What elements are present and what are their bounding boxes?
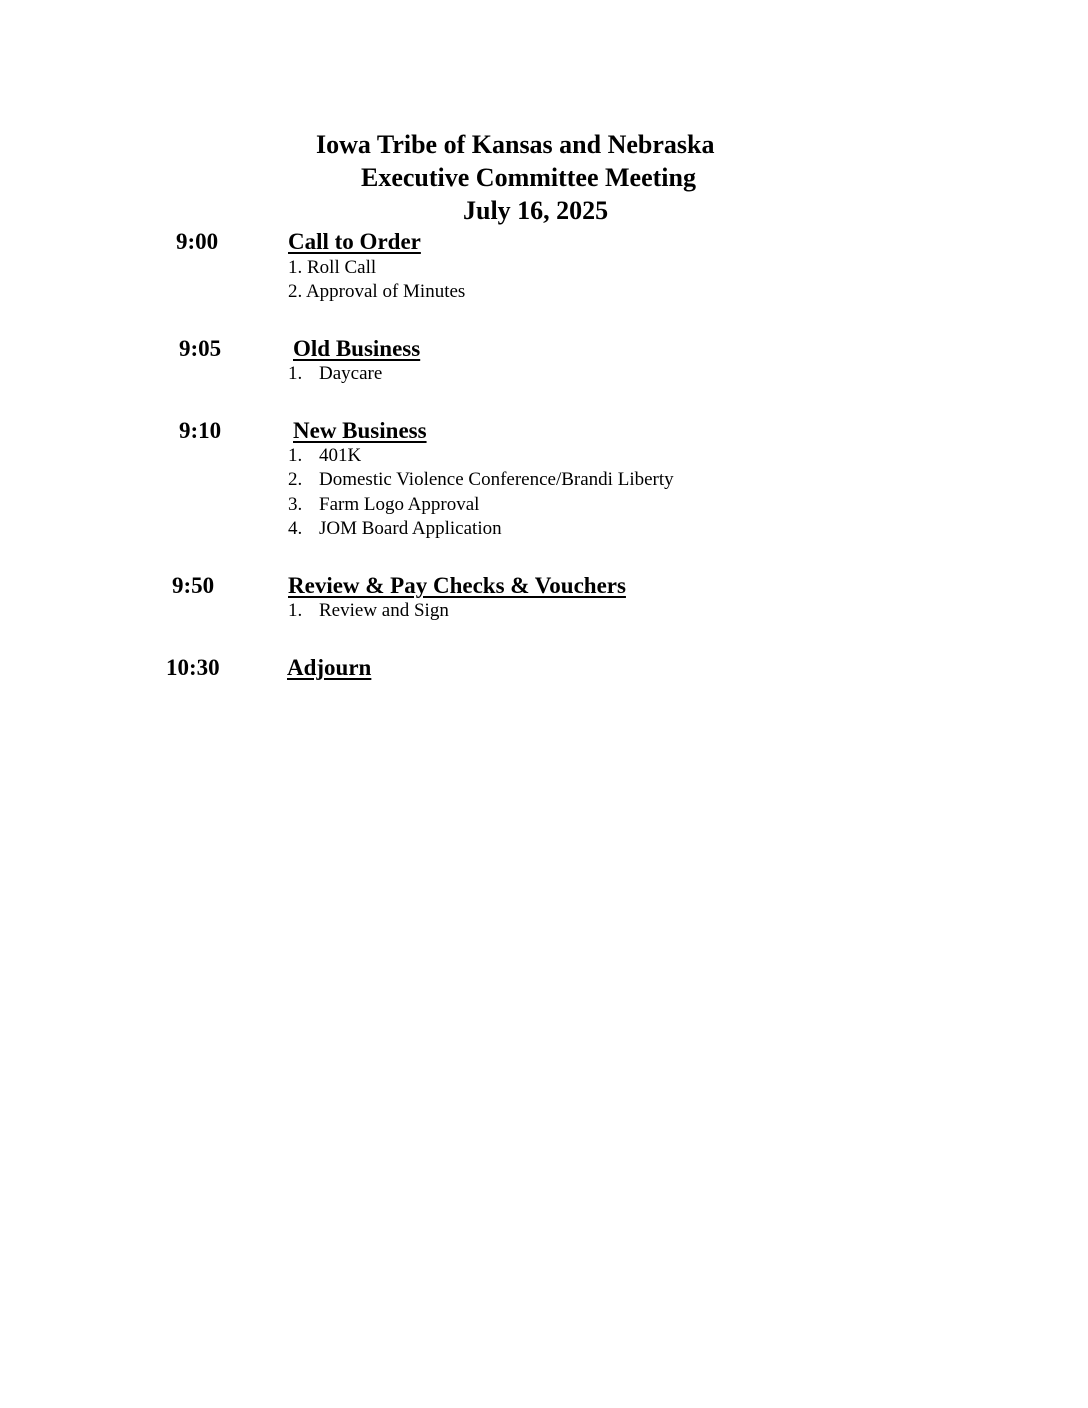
agenda-item: [288, 599, 449, 623]
agenda-item: 2. Approval of Minutes: [288, 281, 466, 302]
agenda-time: 9:50: [172, 573, 215, 598]
agenda-item: [288, 362, 382, 386]
agenda-item: [288, 517, 502, 541]
agenda-section-title: Adjourn: [287, 655, 372, 680]
agenda-section-title: Call to Order: [288, 229, 421, 254]
item-number: 1.: [288, 363, 303, 384]
agenda-section-title: Review & Pay Checks & Vouchers: [288, 573, 626, 598]
organization-title: Iowa Tribe of Kansas and Nebraska: [316, 130, 715, 159]
agenda-time: 9:10: [179, 418, 222, 443]
agenda-time: 10:30: [166, 655, 220, 680]
meeting-title: Executive Committee Meeting: [361, 163, 696, 192]
agenda-section-title: Old Business: [293, 336, 421, 361]
agenda-item: 1. Roll Call: [288, 257, 377, 278]
item-text: Farm Logo Approval: [319, 494, 480, 515]
item-text: Domestic Violence Conference/Brandi Liberty: [319, 469, 674, 490]
item-text: JOM Board Application: [319, 518, 502, 539]
item-number: 1.: [288, 600, 303, 621]
meeting-date: July 16, 2025: [463, 196, 609, 225]
agenda-item: [288, 444, 361, 468]
agenda-time: 9:05: [179, 336, 222, 361]
agenda-section-title: New Business: [293, 418, 427, 443]
item-number: 4.: [288, 518, 303, 539]
item-number: 2.: [288, 469, 303, 490]
agenda-item: [288, 493, 479, 517]
agenda-item: [288, 468, 674, 492]
item-number: 1.: [288, 445, 303, 466]
item-text: Daycare: [319, 363, 383, 384]
item-number: 3.: [288, 494, 303, 515]
agenda-time: 9:00: [176, 229, 219, 254]
item-text: Review and Sign: [319, 600, 449, 621]
item-text: 401K: [319, 445, 362, 466]
